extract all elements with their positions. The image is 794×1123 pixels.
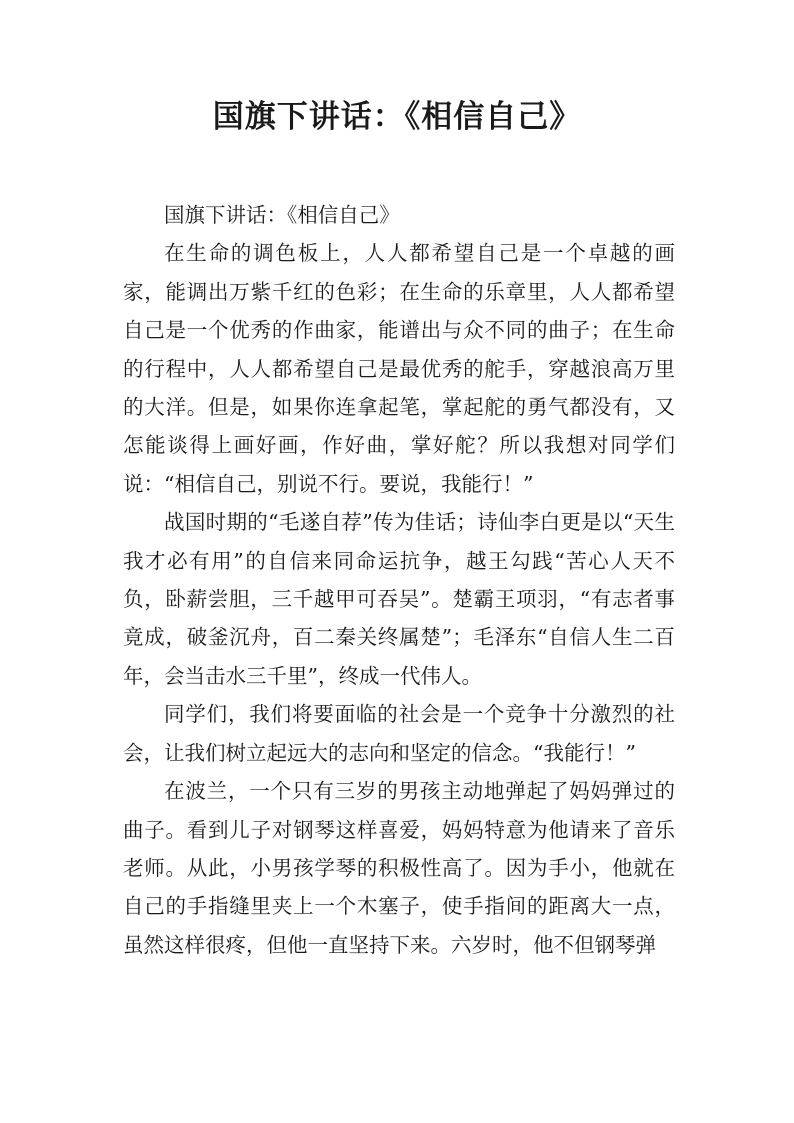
paragraph: 在波兰，一个只有三岁的男孩主动地弹起了妈妈弹过的曲子。看到儿子对钢琴这样喜爱，妈妈特意为他请来了音乐老师。从此，小男孩学琴的积极性高了。因为手小，他就在自己的手指缝里夹上一个木塞子，使手指间的距离大一点，虽然这样很疼，但他一直坚持下来。六岁时，他不但钢琴弹 (123, 779, 675, 957)
document-body (123, 196, 675, 964)
paragraph: 国旗下讲话：《相信自己》 (164, 203, 400, 227)
paragraph: 战国时期的“毛遂自荐”传为佳话；诗仙李白更是以“天生我才必有用”的自信来同命运抗争，越王勾践“苦心人天不负，卧薪尝胆，三千越甲可吞吴”。楚霸王项羽，“有志者事竟成，破釜沉舟，百二秦关终属楚”；毛泽东“自信人生二百年，会当击水三千里”，终成一代伟人。 (123, 510, 675, 688)
paragraph: 在生命的调色板上，人人都希望自己是一个卓越的画家，能调出万紫千红的色彩；在生命的乐章里，人人都希望自己是一个优秀的作曲家，能谱出与众不同的曲子；在生命的行程中，人人都希望自己是最优秀的舵手，穿越浪高万里的大洋。但是，如果你连拿起笔，掌起舵的勇气都没有，又怎能谈得上画好画，作好曲，掌好舵？所以我想对同学们说：“相信自己，别说不行。要说，我能行！” (123, 241, 675, 496)
paragraph: 同学们，我们将要面临的社会是一个竞争十分激烈的社会，让我们树立起远大的志向和坚定的信念。“我能行！” (123, 702, 675, 765)
document-title: 国旗下讲话：《相信自己》 (212, 99, 582, 135)
